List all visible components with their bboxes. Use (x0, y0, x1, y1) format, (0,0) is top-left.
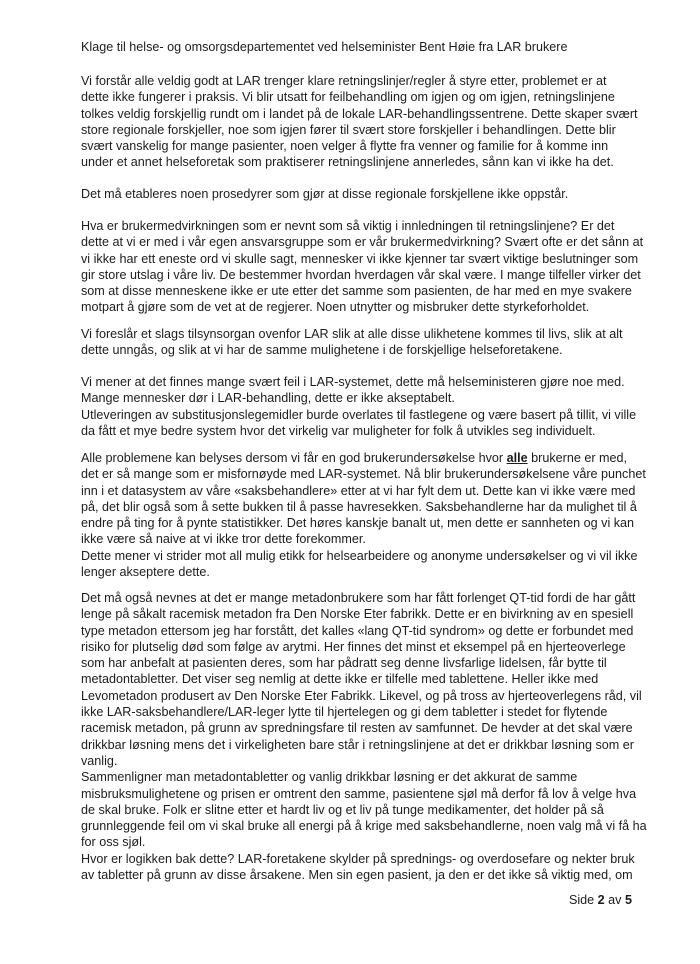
text-line: racemisk metadon, på grunn av spredningsfare til resten av samfunnet. De hevder at det skal være (81, 721, 633, 736)
text-line: Levometadon produsert av Den Norske Eter Fabrikk. Likevel, og på tross av hjerteoverlegens råd, vil (81, 688, 642, 703)
text-line: motpart å gjøre som de vet at de regjerer. Noen utnytter og misbruker dette styrkeforholdet. (81, 300, 590, 315)
page-of-label: av (608, 893, 622, 907)
text-line: lenger akseptere dette. (81, 565, 210, 580)
paragraph-5 (81, 374, 641, 439)
document-title: Klage til helse- og omsorgsdepartementet ved helseminister Bent Høie fra LAR brukere (81, 40, 568, 54)
page-label: Side (568, 893, 595, 907)
text-line: som at disse menneskene ikke er ute etter det samme som pasienten, de har med en mye svakere (81, 284, 632, 299)
text-line: Vi forstår alle veldig godt at LAR trenger klare retningslinjer/regler å styre etter, problemet er at (81, 74, 607, 88)
text-line: lenge på såkalt racemisk metadon fra Den Norske Eter fabrikk. Dette er en bivirkning av en spesiell (81, 607, 634, 622)
paragraph-6 (81, 450, 646, 580)
text-line: Hvor er logikken bak dette? LAR-foretakene skylder på sprednings- og overdosefare og nekter bruk (81, 851, 635, 866)
text-line: endre på ting for å pynte statistikker. Det høres kanskje banalt ut, men dette er sannheten og vi kan (81, 516, 635, 531)
text-line: Dette mener vi strider mot all mulig etikk for helsearbeidere og anonyme undersøkelser og vi vil ikke (81, 548, 638, 563)
text-line: på, det blir også som å sette bukken til å passe havresekken. Saksbehandlerne har da mulighet til å (81, 499, 637, 514)
total-pages: 5 (624, 893, 632, 907)
text-line: Hva er brukermedvirkningen som er nevnt som så viktig i innledningen til retningslinjene? Er det (81, 219, 615, 233)
text-line: drikkbar løsning mens det i virkeligheten bare står i retningslinjene at det er drikkbar løsning som er (81, 737, 634, 752)
text-line: for oss sjøl. (81, 835, 146, 850)
text-line: grunnleggende feil om vi skal bruke all energi på å krige med saksbehandlerne, noen valg må vi få ha (81, 819, 647, 834)
text-line: Det må etableres noen prosedyrer som gjør at disse regionale forskjellene ikke oppstår. (81, 187, 569, 201)
text-line: svært vanskelig for mange pasienter, noen velger å flytte fra venner og familie for å komme inn (81, 139, 609, 154)
text-line: gir store utslag i våre liv. De bestemmer hvordan hverdagen vår skal være. I mange tilfeller virker det (81, 267, 641, 282)
text-line: tolkes veldig forskjellig rundt om i landet på de lokale LAR-behandlingssentrene. Dette skaper svært (81, 106, 638, 121)
paragraph-3 (81, 218, 644, 316)
text-line: de skal bruke. Folk er slitne etter et hardt liv og et liv på tunge medikamenter, det holder på så (81, 802, 604, 817)
text-line: Sammenligner man metadontabletter og vanlig drikkbar løsning er det akkurat de samme (81, 770, 578, 785)
text-segment: Alle problemene kan belyses dersom vi får en god brukerundersøkelse hvor (81, 451, 507, 465)
text-segment: brukerne er med, (527, 451, 628, 465)
text-line: dette at vi er med i vår egen ansvarsgruppe som er vår brukermedvirkning? Svært ofte er det sånn at (81, 235, 644, 250)
text-line: ikke være så naive at vi ikke tror dette forekommer. (81, 532, 366, 547)
current-page: 2 (597, 893, 605, 907)
text-line: det er så mange som er misfornøyde med LAR-systemet. Nå blir brukerundersøkelsene våre punchet (81, 467, 646, 482)
text-line: som har anbefalt at pasienten deres, som har pådratt seg denne livsfarlige lidelsen, får bytte til (81, 656, 607, 671)
text-line: risiko for plutselig død som følge av arytmi. Her finnes det minst et eksempel på en hjerteoverlege (81, 639, 626, 654)
text-line: Vi foreslår et slags tilsynsorgan ovenfor LAR slik at alle disse ulikhetene kommes til livs, slik at alt (81, 327, 623, 341)
text-line (81, 450, 641, 466)
text-line: dette unngås, og slik at vi har de samme mulighetene i de forskjellige helseforetakene. (81, 343, 563, 358)
text-line: vanlig. (81, 753, 118, 768)
paragraph-1 (81, 73, 641, 171)
text-line: Utleveringen av substitusjonslegemidler burde overlates til fastlegene og være basert på tillit, vi ville (81, 407, 637, 422)
emphasized-word: alle (506, 451, 528, 465)
page-number (569, 892, 632, 908)
paragraph-2 (81, 186, 641, 202)
paragraph-4 (81, 326, 641, 359)
text-line: vi ikke har ett eneste ord vi skulle sagt, mennesker vi ikke kjenner tar svært viktige beslutninger som (81, 251, 639, 266)
text-line: Mange mennesker dør i LAR-behandling, dette er ikke akseptabelt. (81, 391, 455, 406)
text-line: inn i et datasystem av våre «saksbehandlere» etter at vi har fylt dem ut. Dette kan vi ikke være med (81, 483, 636, 498)
text-line: type metadon ettersom jeg har forstått, det kalles «lang QT-tid syndrom» og dette er forbundet med (81, 623, 634, 638)
text-line: under et annet helseforetak som praktiserer retningslinjene annerledes, sånn kan vi ikke ha det. (81, 155, 614, 170)
text-line: store regionale forskjeller, noe som igjen fører til svært store forskjeller i behandlingen. Dette blir (81, 122, 616, 137)
text-line: dette ikke fungerer i praksis. Vi blir utsatt for feilbehandling om igjen og om igjen, retningslinjene (81, 90, 615, 105)
text-line: Vi mener at det finnes mange svært feil i LAR-systemet, dette må helseministeren gjøre noe med. (81, 375, 625, 389)
text-line: Det må også nevnes at det er mange metadonbrukere som har fått forlenget QT-tid fordi de har gått (81, 591, 636, 605)
text-line: metadontabletter. Det viser seg nemlig at dette ikke er tilfelle med tablettene. Heller ikke med (81, 672, 599, 687)
paragraph-7 (81, 590, 647, 883)
text-line: ikke LAR-saksbehandlere/LAR-leger lytte til hjertelegen og gi dem tabletter i stedet for flytende (81, 705, 608, 720)
text-line: misbruksmulighetene og prisen er omtrent den samme, pasientene sjøl må derfor få lov å velge hva (81, 786, 637, 801)
text-line: da fått et mye bedre system hvor det virkelig var muligheter for folk å utvikles seg individuelt. (81, 423, 596, 438)
text-line: av tabletter på grunn av disse årsakene. Men sin egen pasient, ja den er det ikke så viktig med, om (81, 868, 633, 883)
